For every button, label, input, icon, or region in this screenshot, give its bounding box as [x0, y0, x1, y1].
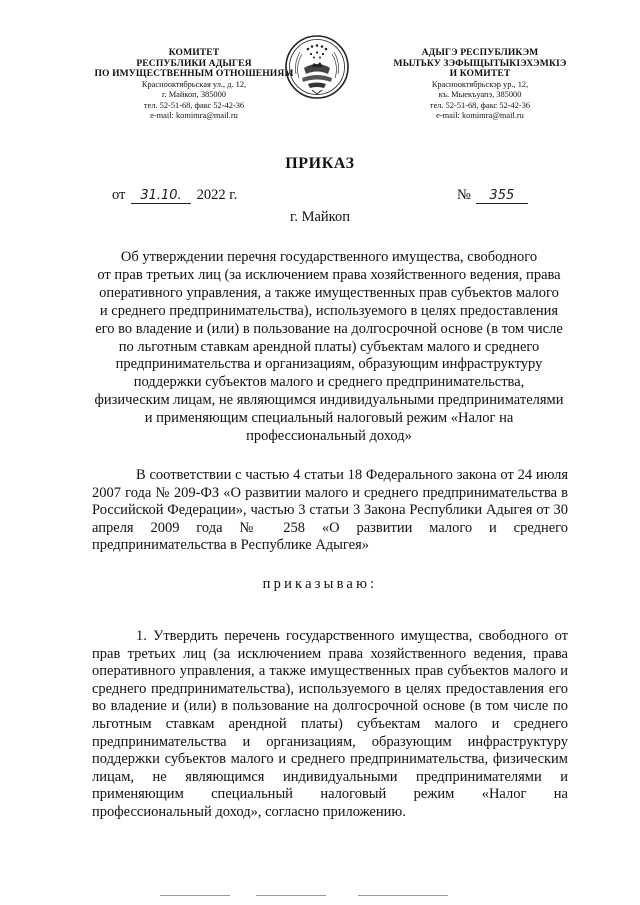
email-line: e-mail: komimra@mail.ru — [150, 111, 238, 120]
order-date — [112, 187, 237, 204]
order-subject — [90, 249, 568, 446]
org-name-line: ПО ИМУЩЕСТВЕННЫМ ОТНОШЕНИЯМ — [94, 68, 294, 79]
org-name-line: И КОМИТЕТ — [449, 68, 511, 79]
subject-line: от прав третьих лиц (за исключением права хозяйственного ведения, права — [97, 266, 561, 283]
subject-line: и среднего предпринимательства), используемого в целях предоставления — [99, 302, 559, 319]
header-right-block — [372, 48, 588, 122]
subject-line: Об утверждении перечня государственного имущества, свободного — [120, 249, 538, 265]
item-1-paragraph — [92, 628, 568, 822]
order-number — [457, 187, 528, 204]
email-line: e-mail: komimra@mail.ru — [436, 111, 524, 120]
number-prefix: № — [457, 187, 471, 203]
org-name-line: МЫЛЪКУ ЗЭФЫЩЫТЫКIЭХЭМКIЭ — [393, 57, 567, 69]
address-line: Краснооктябрьскэр ур., 12, — [431, 79, 529, 89]
subject-line: его во владение и (или) в пользование на долгосрочной основе (в том числе — [95, 320, 563, 337]
org-contacts — [80, 80, 308, 122]
org-name-line: АДЫГЭ РЕСПУБЛИКЭМ — [421, 47, 539, 58]
preamble-text: В соответствии с частью 4 статьи 18 Федерального закона от 24 июля 2007 года № 209-ФЗ «О развитии малого и среднего предпринимательства в Российской Федерации», частью 3 статьи 3 Закона Республики Адыгея от 30 апреля 2009 года № 258 «О развитии малого и среднего предпринимательства в Республике Адыгея» — [92, 467, 568, 554]
org-contacts — [372, 80, 588, 122]
decree-word: приказываю: — [262, 576, 378, 592]
org-name-line: КОМИТЕТ — [168, 47, 220, 58]
subject-line: и применяющим специальный налоговый режим «Налог на — [144, 410, 514, 427]
document-title: ПРИКАЗ — [285, 155, 355, 172]
city-name: г. Майкоп — [290, 209, 350, 225]
address-line: Краснооктябрьская ул., д. 12, — [141, 79, 247, 89]
subject-line: оперативного управления, а также имущественных прав субъектов малого — [99, 284, 559, 301]
subject-line: профессиональный доход» — [246, 428, 412, 445]
date-suffix: 2022 г. — [196, 187, 238, 203]
republic-coat-of-arms-icon — [284, 34, 350, 100]
address-line: г. Майкоп, 385000 — [162, 90, 226, 99]
date-prefix: от — [112, 187, 126, 203]
handwritten-number: 355 — [476, 189, 528, 204]
header-left-block — [80, 48, 308, 122]
phone-line: тел. 52-51-68, факс 52-42-36 — [143, 100, 245, 110]
subject-line: физическим лицам, не являющимся индивидуальными предпринимателями — [94, 392, 564, 409]
phone-line: тел. 52-51-68, факс 52-42-36 — [429, 100, 531, 110]
subject-line: предпринимательства и организациям, образующим инфраструктуру — [115, 356, 543, 373]
footer-scan-lines — [160, 895, 480, 897]
item-1-text: 1. Утвердить перечень государственного имущества, свободного от прав третьих лиц (за исключением права хозяйственного ведения, права оперативного управления, а также имущественных прав субъектов малого и среднего предпринимательства), используемого в целях предоставления его во владение и (или) в пользование на долгосрочной основе (в том числе по льготным ставкам арендной платы) субъектам малого и среднего предпринимательства и организациям, образующим инфраструктуру поддержки субъектов малого и среднего предпринимательства, физическим лицам, не являющимся индивидуальными предпринимателями и применяющим специальный налоговый режим «Налог на профессиональный доход», согласно приложению. — [92, 628, 568, 820]
subject-line: поддержки субъектов малого и среднего предпринимательства, — [133, 374, 525, 391]
subject-line: по льготным ставкам арендной платы) субъектам малого и среднего — [118, 338, 540, 355]
org-name-line: РЕСПУБЛИКИ АДЫГЕЯ — [136, 57, 252, 69]
handwritten-date: 31.10. — [131, 189, 191, 204]
address-line: къ. Мыекъуапэ, 385000 — [438, 90, 522, 99]
preamble-paragraph — [92, 467, 568, 555]
